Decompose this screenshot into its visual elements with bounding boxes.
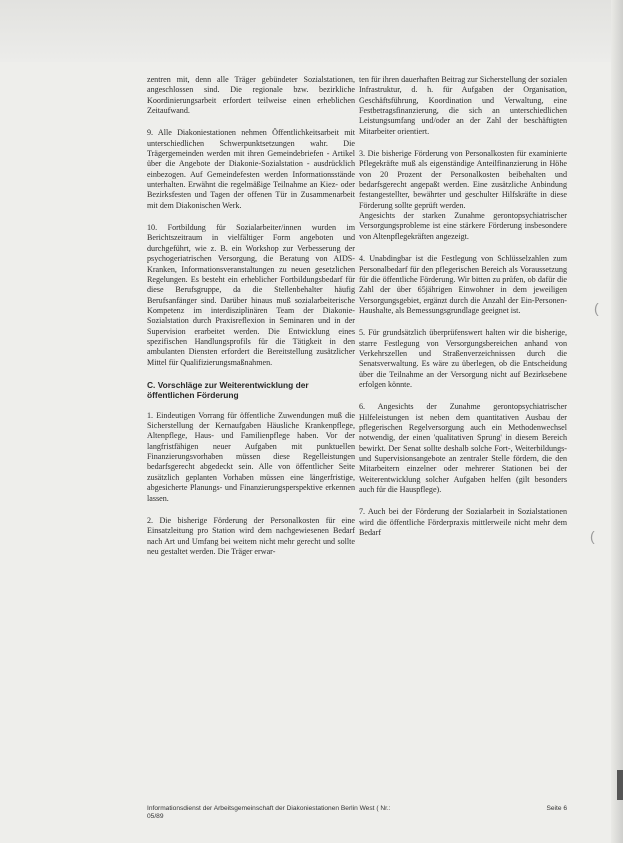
proposal-3-addendum: Angesichts der starken Zunahme gerontopsychiatrischer Versorgungsprobleme ist eine stärkere Förderung insbesondere von Altenpflegekräften angezeigt.: [359, 211, 567, 241]
paragraph: zentren mit, denn alle Träger gebündeter Sozialstationen, angeschlossen sind. Die regionale bzw. bezirkliche Koordinierungsarbeit erfordert teilweise einen erheblichen Zeitaufwand.: [147, 75, 355, 116]
page-number: Seite 6: [546, 805, 567, 812]
footer-publication: Informationsdienst der Arbeitsgemeinschaft der Diakoniestationen Berlin West ( Nr.: 05/89: [147, 805, 391, 820]
proposal-7: 7. Auch bei der Förderung der Sozialarbeit in Sozialstationen wird die öffentliche Förderpraxis mittlerweile nicht mehr dem Bedarf: [359, 507, 567, 538]
section-heading: C. Vorschläge zur Weiterentwicklung der öffentlichen Förderung: [147, 379, 309, 401]
paragraph-9: 9. Alle Diakoniestationen nehmen Öffentlichkeitsarbeit mit unterschiedlichen Schwerpunktsetzungen wahr. Die Trägergemeinden werden mit ihren Gemeindebriefen - Artikel über die Angebote der Diakonie-Sozialstation - ausdrücklich einbezogen. Auf Gemeindefesten werden Informationsstände unterhalten. Erwähnt die regelmäßige Teilnahme an Kiez- oder Bezirksfesten und Tagen der offenen Tür in Zusammenarbeit mit dem Diakonischen Werk.: [147, 128, 355, 210]
page-edge-shadow: [611, 0, 623, 843]
proposal-1: 1. Eindeutigen Vorrang für öffentliche Zuwendungen muß die Sicherstellung der Kernaufgaben Häusliche Krankenpflege, Altenpflege, Haus- und Familienpflege haben. Vor der langfristfähigen neuer Aufgaben mit punktuellen Finanzierungsvorhaben müssen diese Regelleistungen bedarfsgerecht abgedeckt sein. Alle von öffentlicher Seite zusätzlich geplanten Vorhaben müssen eine längerfristige, abgesicherte Planungs- und Finanzierungsperspektive erkennen lassen.: [147, 410, 355, 503]
punch-hole-mark: (: [590, 528, 595, 544]
proposal-5: 5. Für grundsätzlich überprüfenswert halten wir die bisherige, starre Festlegung von Versorgungsbereichen anhand von Verkehrszellen und Straßenverzeichnissen durch die Senatsverwaltung. Es wäre zu überlegen, ob die Entscheidung über die Teilnahme an der Versorgung nicht auf Bezirksebene erfolgen könnte.: [359, 328, 567, 389]
page-top-shading: [0, 0, 623, 62]
proposal-2: 2. Die bisherige Förderung der Personalkosten für eine Einsatzleitung pro Station wird dem nachgewiesenen Bedarf nach Art und Umfang bei weitem nicht mehr gerecht und sollte neu gestaltet werden. Die Träger erwar-: [147, 515, 355, 556]
paragraph: ten für ihren dauerhaften Beitrag zur Sicherstellung der sozialen Infrastruktur, d. h. für Aufgaben der Organisation, Geschäftsführung, Koordination und Verwaltung, eine Festbetragsfinanzierung, die sich an unterschiedlichen Leistungsumfang und/oder an der Zahl der beschäftigten Mitarbeiter orientiert.: [359, 75, 567, 136]
proposal-6: 6. Angesichts der Zunahme gerontopsychiatrischer Hilfeleistungen ist neben dem quantitativen Ausbau der pflegerischen Regelversorgung auch ein Methodenwechsel notwendig, der einen 'qualitativen Sprung' in diesem Bereich bewirkt. Der Senat sollte deshalb solche Fort-, Weiterbildungs- und Supervisionsangebote an zentraler Stelle fördern, die den Mitarbeitern einzelner oder mehrerer Stationen bei der Weiterentwicklung solcher Aufgaben helfen (gilt besonders auch für die Hauspflege).: [359, 402, 567, 495]
proposal-3: 3. Die bisherige Förderung von Personalkosten für examinierte Pflegekräfte muß als eigenständige Anteilfinanzierung in Höhe von 20 Prozent der Personalkosten beibehalten und bedarfsgerecht angepaßt werden. Eine zusätzliche Anbindung festangestellter, bewährter und geschulter Hilfskräfte in diese Förderung sollte geprüft werden.: [359, 149, 567, 210]
paragraph-10: 10. Fortbildung für Sozialarbeiter/innen wurden im Berichtszeitraum in vielfältiger Form angeboten und durchgeführt, wie z. B. ein Workshop zur Verbesserung der psychogeriatrischen Versorgung, die Beratung von AIDS-Kranken, Informationsveranstaltungen zu neuen gesetzlichen Regelungen. Es besteht ein erheblicher Fortbildungsbedarf für diese Berufsgruppe, da die Stellenbehalter häufig Berufsanfänger sind. Darüber hinaus muß sozialarbeiterische Kompetenz im interdisziplinären Team der Diakonie-Sozialstation durch Praxisreflexion in Seminaren und in der Supervision erarbeitet werden. Die Entwicklung eines spezifischen Handlungsprofils für die Tätigkeit in den ambulanten Diensten erfordert die Bereitstellung zusätzlicher Mittel für Qualifizierungsmaßnahmen.: [147, 223, 355, 367]
right-column: [359, 75, 567, 550]
binding-tab: [617, 770, 623, 800]
proposal-4: 4. Unabdingbar ist die Festlegung von Schlüsselzahlen zum Personalbedarf für den pflegerischen Bereich als Voraussetzung für die öffentliche Förderung. Wir bitten zu prüfen, ob dafür die Zahl der über 65jährigen Einwohner in dem jeweiligen Versorgungsgebiet, ergänzt durch die Anzahl der Ein-Personen-Haushalte, als Bemessungsgrundlage geeignet ist.: [359, 254, 567, 315]
punch-hole-mark: (: [594, 300, 599, 316]
left-column: [147, 75, 355, 569]
